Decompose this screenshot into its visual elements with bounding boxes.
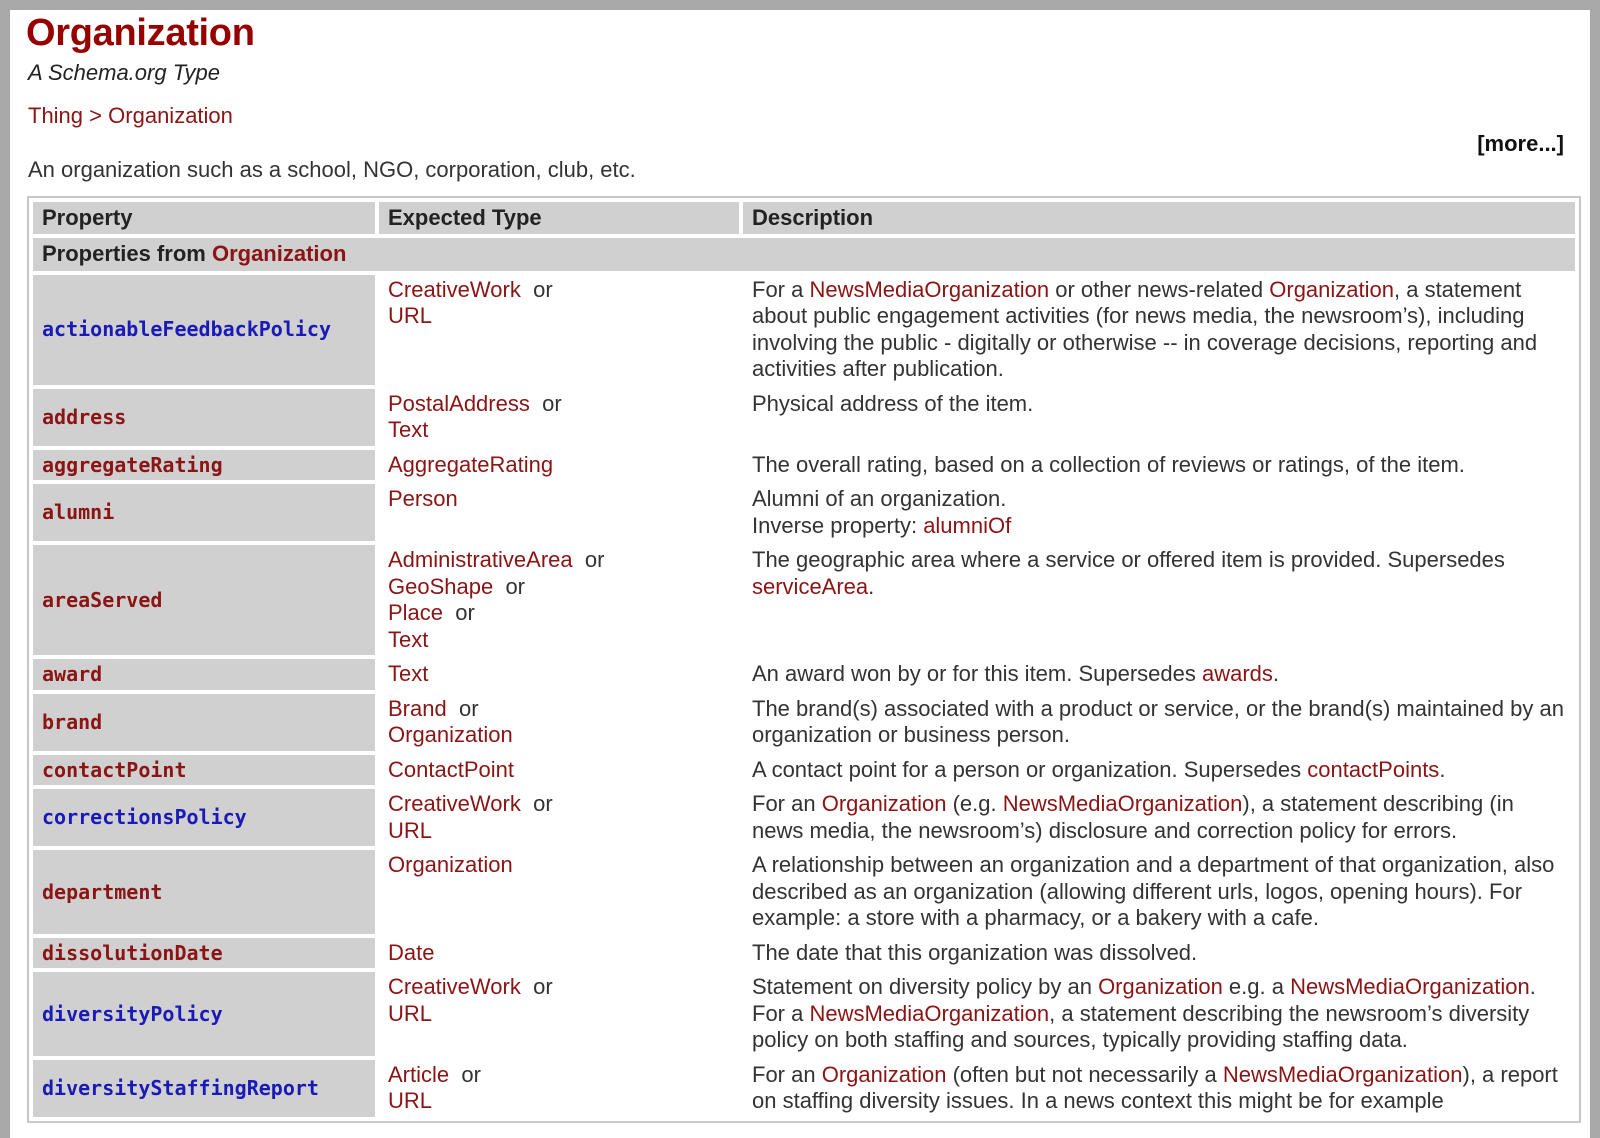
description-text: , a statement about public engagement activities (for news media, the newsroom’s), including involving the public - digitally or otherwise -- in coverage decisions, reporting and activities after publication. [752,276,1538,381]
description-text: (e.g. [946,791,1003,816]
type-description: An organization such as a school, NGO, corporation, club, etc. [28,157,636,182]
description-text: A contact point for a person or organization. Supersedes [752,756,1308,782]
description-link[interactable]: NewsMediaOrganization [1002,791,1243,816]
breadcrumb-link-thing[interactable]: Thing [28,103,84,128]
description-link[interactable]: Organization [1098,974,1223,999]
expected-type-cell [379,659,739,690]
type-link[interactable]: GeoShape [388,573,494,599]
description-cell [743,850,1575,934]
table-row [33,659,1575,690]
description-text: The brand(s) associated with a product or service, or the brand(s) maintained by an organization or business person. [752,695,1564,747]
description-text: For a [752,276,810,302]
type-link[interactable]: ContactPoint [388,756,514,782]
expected-type-cell [379,972,739,1056]
type-link[interactable]: AdministrativeArea [388,547,573,572]
type-link[interactable]: URL [388,1000,433,1026]
property-link[interactable]: areaServed [42,587,163,612]
type-link[interactable]: Text [388,661,429,686]
expected-type-cell [379,938,739,969]
description-link[interactable]: NewsMediaOrganization [809,1000,1050,1026]
properties-table-container [27,196,1581,1123]
section-header [33,238,1575,271]
description-cell [743,972,1575,1056]
property-cell [33,275,375,385]
description-text: The geographic area where a service or offered item is provided. Supersedes [752,547,1505,572]
expected-type-cell [379,545,739,655]
column-header-property: Property [33,202,375,234]
description-text: . For a [752,974,1536,1026]
or-separator: or [584,547,605,572]
property-link[interactable]: department [42,879,163,904]
or-separator: or [533,791,553,816]
section-header-row [33,238,1575,271]
type-link[interactable]: URL [388,817,433,843]
property-link[interactable]: actionableFeedbackPolicy [42,317,331,342]
property-cell [33,755,375,786]
property-cell [33,659,375,690]
property-cell [33,789,375,846]
description-text: (often but not necessarily a [946,1061,1223,1087]
expected-type-cell [379,484,739,541]
property-cell [33,450,375,481]
column-header-description: Description [743,202,1575,234]
description-text: An award won by or for this item. Supersedes [752,661,1202,686]
breadcrumb-separator: > [89,103,103,128]
description-link[interactable]: NewsMediaOrganization [1290,974,1530,999]
table-row [33,694,1575,751]
table-row [33,450,1575,481]
or-separator: or [533,974,553,999]
type-link[interactable]: CreativeWork [388,974,521,999]
expected-type-cell [379,755,739,786]
table-row [33,484,1575,541]
expected-type-cell [379,389,739,446]
more-link[interactable]: [more...] [1477,131,1564,156]
description-text: For an [752,791,822,816]
table-row [33,545,1575,655]
expected-type-cell [379,850,739,934]
description-text: or other news-related [1049,276,1270,302]
expected-type-cell [379,450,739,481]
type-link[interactable]: CreativeWork [388,791,521,816]
description-cell [743,389,1575,446]
description-text: Physical address of the item. [752,390,1034,416]
description-cell [743,545,1575,655]
table-row [33,938,1575,969]
description-text: Alumni of an organization. [752,486,1007,511]
description-text: The date that this organization was dissolved. [752,939,1198,965]
property-link[interactable]: contactPoint [42,757,187,782]
property-link[interactable]: aggregateRating [42,452,223,477]
or-separator: or [533,276,553,302]
description-text: Statement on diversity policy by an [752,974,1099,999]
description-link[interactable]: awards [1202,661,1273,686]
table-header-row [33,202,1575,234]
type-link[interactable]: Brand [388,695,447,721]
table-row [33,275,1575,385]
description-link[interactable]: Organization [821,1061,947,1087]
description-cell [743,1060,1575,1117]
column-header-expected-type: Expected Type [379,202,739,234]
table-row [33,972,1575,1056]
description-link[interactable]: contactPoints [1307,756,1440,782]
expected-type-cell [379,789,739,846]
table-row [33,850,1575,934]
section-type-link[interactable]: Organization [211,241,347,266]
expected-type-cell [379,1060,739,1117]
table-row [33,389,1575,446]
property-link[interactable]: diversityPolicy [42,1001,223,1026]
description-text: The overall rating, based on a collection of reviews or ratings, of the item. [752,451,1465,477]
table-row [33,789,1575,846]
expected-type-cell [379,275,739,385]
property-cell [33,1060,375,1117]
type-link[interactable]: PostalAddress [388,390,530,416]
description-link[interactable]: NewsMediaOrganization [809,276,1050,302]
description-text: . [1272,661,1280,686]
or-separator: or [461,1061,481,1087]
description-text: ), a report on staffing diversity issues. In a news context this might be for example [752,1061,1558,1113]
properties-table [29,198,1579,1121]
description-cell [743,275,1575,385]
or-separator: or [505,573,525,599]
description-cell [743,694,1575,751]
property-cell [33,389,375,446]
description-text: . [868,573,875,599]
description-cell [743,659,1575,690]
description-cell [743,938,1575,969]
description-link[interactable]: Organization [821,791,947,816]
description-text: e.g. a [1222,974,1291,999]
description-text: , a statement describing the newsroom’s diversity policy on both staffing and sources, typically providing staffing data. [752,1000,1530,1052]
or-separator: or [458,695,479,721]
property-cell [33,850,375,934]
expected-type-cell [379,694,739,751]
type-link[interactable]: URL [388,1088,433,1113]
description-cell [743,789,1575,846]
breadcrumb-link-organization[interactable]: Organization [108,103,233,128]
description-cell [743,484,1575,541]
property-cell [33,694,375,751]
type-link[interactable]: Organization [388,722,513,747]
type-link[interactable]: URL [388,303,433,328]
type-link[interactable]: Text [388,417,429,442]
property-link[interactable]: alumni [42,500,115,525]
property-cell [33,545,375,655]
description-link[interactable]: alumniOf [923,512,1012,538]
type-link[interactable]: Text [388,626,429,652]
description-link[interactable]: serviceArea [752,573,869,599]
type-link[interactable]: CreativeWork [388,276,521,302]
or-separator: or [455,600,475,625]
table-row [33,1060,1575,1117]
description-link[interactable]: Organization [1269,276,1394,302]
page-subtitle: A Schema.org Type [28,60,220,85]
description-text: . [1439,756,1446,782]
description-cell [743,755,1575,786]
property-cell [33,484,375,541]
type-link[interactable]: Article [388,1061,450,1087]
breadcrumb [28,103,233,129]
type-link[interactable]: AggregateRating [388,451,554,477]
page-frame [10,10,1590,1138]
type-link[interactable]: Organization [388,852,513,877]
description-text: ), a statement describing (in news media, the newsroom’s) disclosure and correction policy for errors. [752,791,1514,843]
page-title: Organization [26,12,255,54]
property-cell [33,938,375,969]
table-body [33,238,1575,1117]
property-link[interactable]: award [42,662,103,686]
property-link[interactable]: diversityStaffingReport [42,1075,319,1100]
type-link[interactable]: Date [388,939,435,965]
property-link[interactable]: address [42,404,127,429]
property-link[interactable]: dissolutionDate [42,940,223,965]
description-text: Inverse property: [752,512,924,538]
description-link[interactable]: NewsMediaOrganization [1222,1061,1463,1087]
or-separator: or [542,390,562,416]
property-cell [33,972,375,1056]
table-row [33,755,1575,786]
type-link[interactable]: Place [388,600,444,625]
description-text: For an [752,1061,822,1087]
property-link[interactable]: correctionsPolicy [42,805,247,830]
type-link[interactable]: Person [388,486,458,511]
description-cell [743,450,1575,481]
property-link[interactable]: brand [42,709,103,734]
description-text: A relationship between an organization and a department of that organization, also described as an organization (allowing different urls, logos, opening hours). For example: a store with a pharmacy, or a bakery with a cafe. [752,852,1555,930]
section-prefix: Properties from [42,241,206,266]
